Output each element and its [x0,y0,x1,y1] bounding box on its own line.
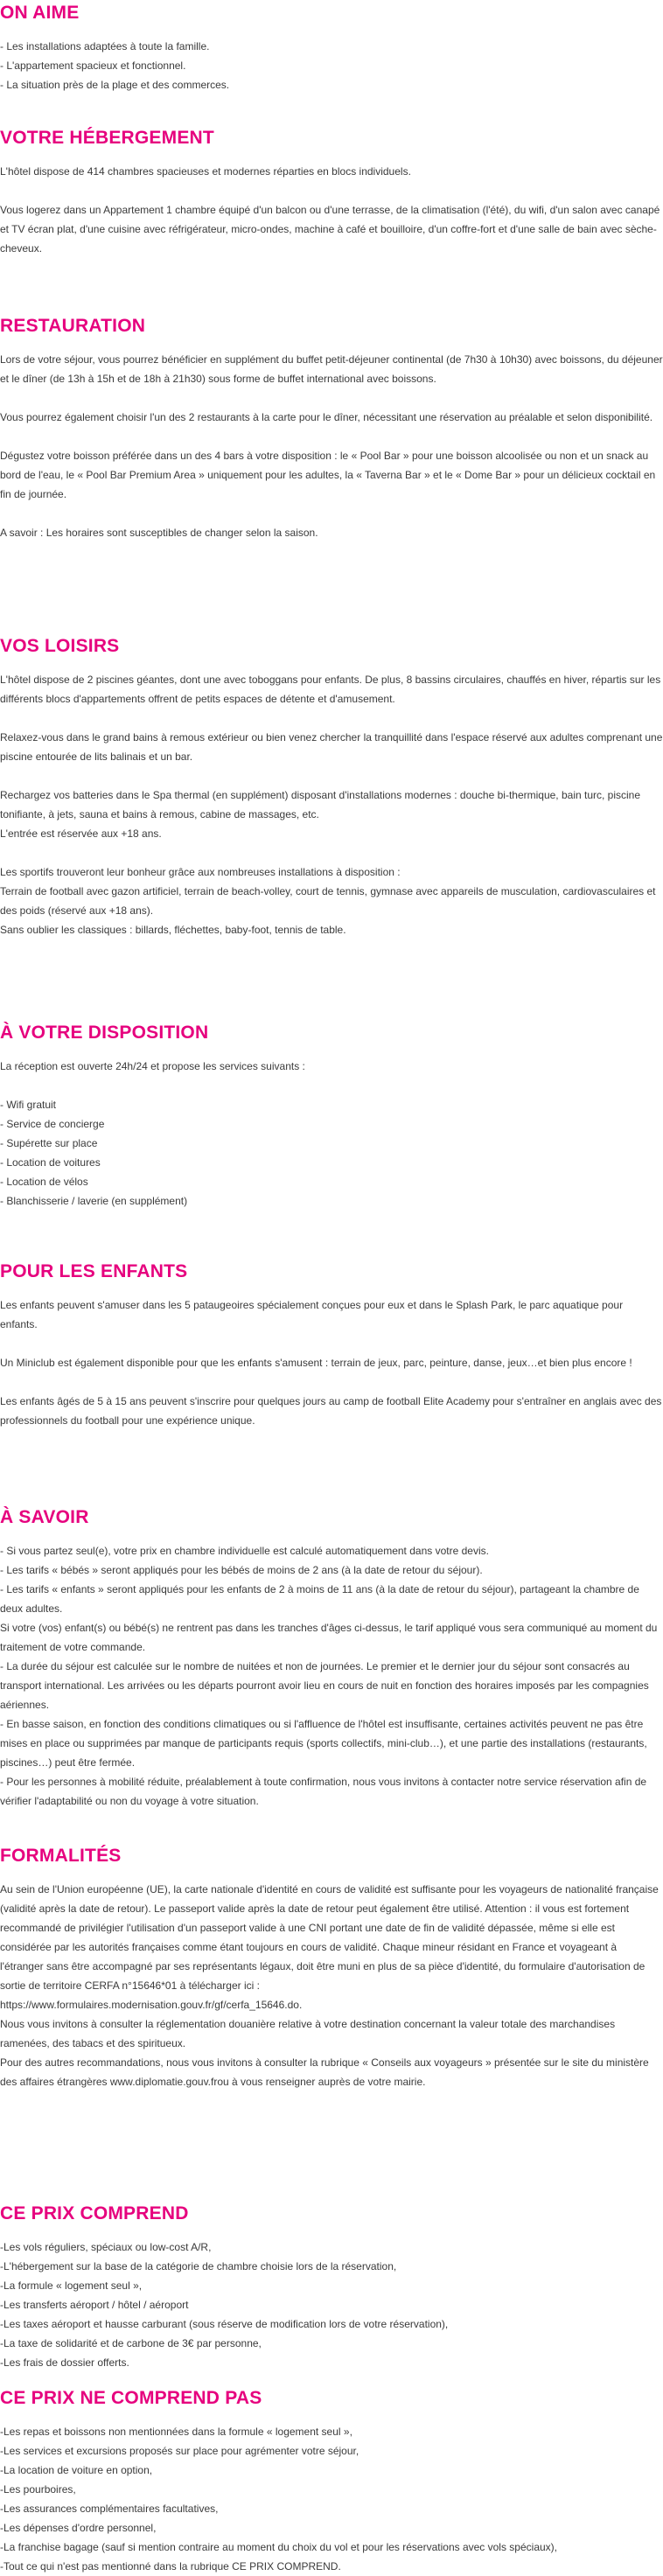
section-restauration [0,313,663,542]
blank-line [0,427,663,446]
body-text-line: -La location de voiture en option, [0,2464,153,2476]
body-text-line: - Les installations adaptées à toute la famille. [0,40,210,52]
body-text-line: Relaxez-vous dans le grand bains à remous extérieur ou bien venez chercher la tranquillité dans l'espace réservé aux adultes comprenant une piscine entourée de lits balinais et un bar. [0,731,663,763]
body-text-line: -Les vols réguliers, spéciaux ou low-cost A/R, [0,2241,212,2253]
section-prix-ne-comprend-pas [0,2385,663,2576]
section-title: À SAVOIR [0,1507,89,1527]
blank-line [0,843,663,862]
body-text-line: L'hôtel dispose de 2 piscines géantes, dont une avec toboggans pour enfants. De plus, 8 bassins circulaires, chauffés en hiver, répartis sur les différents blocs d'appartements offrent de petits espaces de détente et d'amusement. [0,674,661,705]
section-disposition [0,1020,663,1211]
body-text-line: Un Miniclub est également disponible pour que les enfants s'amusent : terrain de jeux, parc, peinture, danse, jeux…et bien plus encore ! [0,1357,632,1369]
body-text-line: Les sportifs trouveront leur bonheur grâce aux nombreuses installations à disposition : [0,866,401,878]
body-text-line: - En basse saison, en fonction des conditions climatiques ou si l'affluence de l'hôtel est insuffisante, certaines activités peuvent ne pas être mises en place ou supprimées par manque de participants requis (sports collectifs, mini-club…), et une partie des installations (restaurants, piscines…) peut être fermée. [0,1718,647,1769]
body-text-line: A savoir : Les horaires sont susceptibles de changer selon la saison. [0,527,318,539]
section-title: CE PRIX NE COMPREND PAS [0,2388,262,2408]
body-text-line: Si votre (vos) enfant(s) ou bébé(s) ne rentrent pas dans les tranches d'âges ci-dessus, le tarif appliqué vous sera communiqué au moment du traitement de votre commande. [0,1622,658,1653]
body-text-line: La réception est ouverte 24h/24 et propose les services suivants : [0,1060,305,1072]
body-text-line: L'entrée est réservée aux +18 ans. [0,827,162,840]
body-text-line: Vous logerez dans un Appartement 1 chambre équipé d'un balcon ou d'une terrasse, de la climatisation (l'été), du wifi, d'un salon avec canapé et TV écran plat, d'une cuisine avec réfrigérateur, micro-ondes, machine à café et bouilloire, d'un coffre-fort et d'une salle de bain avec sèche-cheveux. [0,204,660,255]
blank-line [0,1372,663,1392]
body-text-line: -La taxe de solidarité et de carbone de 3€ par personne, [0,2337,262,2349]
section-body [0,1057,663,1211]
body-text-line: -Les frais de dossier offerts. [0,2356,129,2369]
body-text-line: - Location de vélos [0,1176,88,1188]
section-body [0,1880,663,2091]
section-prix-comprend [0,2201,663,2372]
body-text-line: L'hôtel dispose de 414 chambres spacieuses et modernes réparties en blocs individuels. [0,165,411,178]
body-text-line: - Service de concierge [0,1118,105,1130]
section-body [0,2237,663,2372]
section-title: ON AIME [0,3,80,23]
section-hebergement [0,125,663,258]
body-text-line: -Les services et excursions proposés sur place pour agrémenter votre séjour, [0,2445,359,2457]
body-text-line: -Les pourboires, [0,2483,76,2496]
body-text-line: - Supérette sur place [0,1137,98,1149]
blank-line [0,709,663,728]
body-text-line: - Les tarifs « enfants » seront appliqués pour les enfants de 2 à moins de 11 ans (à la date de retour du séjour), partageant la chambre de deux adultes. [0,1583,639,1615]
body-text-line: -Tout ce qui n'est pas mentionné dans la rubrique CE PRIX COMPREND. [0,2560,341,2573]
section-body [0,1295,663,1430]
body-text-line: Nous vous invitons à consulter la réglementation douanière relative à votre destination concernant la valeur totale des marchandises ramenées, des tabacs et des spiritueux. [0,2018,616,2049]
body-text-line: - Blanchisserie / laverie (en supplément) [0,1195,188,1207]
section-savoir [0,1504,663,1811]
body-text-line: Les enfants âgés de 5 à 15 ans peuvent s'inscrire pour quelques jours au camp de football Elite Academy pour s'entraîner en anglais avec des professionnels du football pour une expérience unique. [0,1395,662,1427]
section-title: VOTRE HÉBERGEMENT [0,128,214,148]
section-title: CE PRIX COMPREND [0,2203,189,2223]
body-text-line: Au sein de l'Union européenne (UE), la carte nationale d'identité en cours de validité est suffisante pour les voyageurs de nationalité française (validité après la date de retour). Le passeport valide après la date de retour peut également être utilisé. Attention : il vous est fortement recommandé de privilégier l'utilisation d'un passeport valide à une CNI portant une date de fin de validité dépassée, même si elle est considérée par les autorités françaises comme étant toujours en cours de validité. Chaque mineur résidant en France et voyageant à l'étranger sans être accompagné par ses représentants légaux, doit être muni en plus de sa pièce d'identité, du formulaire d'autorisation de sortie de territoire CERFA n°15646*01 à télécharger ici : [0,1883,659,1992]
section-loisirs [0,633,663,939]
body-text-line: Lors de votre séjour, vous pourrez bénéficier en supplément du buffet petit-déjeuner continental (de 7h30 à 10h30) avec boissons, du déjeuner et le dîner (de 13h à 15h et de 18h à 21h30) sous forme de buffet international avec boissons. [0,353,663,385]
body-text-line: Sans oublier les classiques : billards, fléchettes, baby-foot, tennis de table. [0,924,346,936]
body-text-line: Terrain de football avec gazon artificiel, terrain de beach-volley, court de tennis, gymnase avec appareils de musculation, cardiovasculaires et des poids (réservé aux +18 ans). [0,885,656,917]
section-body [0,2422,663,2576]
body-text-line: -Les taxes aéroport et hausse carburant (sous réserve de modification lors de votre réservation), [0,2318,449,2330]
section-formalites [0,1843,663,2091]
body-text-line: Rechargez vos batteries dans le Spa thermal (en supplément) disposant d'installations modernes : douche bi-thermique, bain turc, piscine tonifiante, à jets, sauna et bains à remous, cabine de massages, etc. [0,789,641,820]
body-text-line: - La situation près de la plage et des commerces. [0,79,230,91]
body-text-line: -La franchise bagage (sauf si mention contraire au moment du choix du vol et pour les réservations avec vols spéciaux), [0,2541,557,2553]
section-enfants [0,1259,663,1430]
section-title: POUR LES ENFANTS [0,1261,188,1281]
section-title: VOS LOISIRS [0,636,120,656]
blank-line [0,1076,663,1095]
body-text-line: Les enfants peuvent s'amuser dans les 5 pataugeoires spécialement conçues pour eux et dans le Splash Park, le parc aquatique pour enfants. [0,1299,624,1330]
body-text-line: -Les transferts aéroport / hôtel / aéroport [0,2299,189,2311]
section-body [0,162,663,258]
body-text-line: Vous pourrez également choisir l'un des 2 restaurants à la carte pour le dîner, nécessitant une réservation au préalable et selon disponibilité. [0,411,653,423]
body-text-line: - L'appartement spacieux et fonctionnel. [0,59,186,72]
body-text-line: - Si vous partez seul(e), votre prix en chambre individuelle est calculé automatiquement dans votre devis. [0,1545,489,1557]
body-text-line: -La formule « logement seul », [0,2279,143,2292]
section-body [0,670,663,939]
section-body [0,1541,663,1811]
section-title: À VOTRE DISPOSITION [0,1023,209,1043]
body-text-line: https://www.formulaires.modernisation.gouv.fr/gf/cerfa_15646.do. [0,1999,303,2011]
body-text-line: - Wifi gratuit [0,1099,57,1111]
blank-line [0,504,663,523]
body-text-line: - La durée du séjour est calculée sur le nombre de nuitées et non de journées. Le premier et le dernier jour du séjour sont consacrés au transport international. Les arrivées ou les départs pourront avoir lieu en cours de nuit en fonction des horaires imposés par les compagnies aériennes. [0,1660,649,1711]
blank-line [0,388,663,408]
body-text-line: Pour des autres recommandations, nous vous invitons à consulter la rubrique « Conseils aux voyageurs » présentée sur le site du ministère des affaires étrangères www.diplomatie.gouv.frou à vous renseigner auprès de votre mairie. [0,2056,649,2088]
body-text-line: -L'hébergement sur la base de la catégorie de chambre choisie lors de la réservation, [0,2260,397,2272]
section-title: RESTAURATION [0,316,146,336]
blank-line [0,766,663,785]
body-text-line: - Les tarifs « bébés » seront appliqués pour les bébés de moins de 2 ans (à la date de retour du séjour). [0,1564,483,1576]
body-text-line: -Les dépenses d'ordre personnel, [0,2522,157,2534]
section-title: FORMALITÉS [0,1846,122,1866]
body-text-line: -Les repas et boissons non mentionnées dans la formule « logement seul », [0,2426,352,2438]
section-body [0,37,663,94]
body-text-line: - Pour les personnes à mobilité réduite, préalablement à toute confirmation, nous vous invitons à contacter notre service réservation afin de vérifier l'adaptabilité ou non du voyage à votre situation. [0,1776,647,1807]
body-text-line: Dégustez votre boisson préférée dans un des 4 bars à votre disposition : le « Pool Bar » pour une boisson alcoolisée ou non et un snack au bord de l'eau, le « Pool Bar Premium Area » uniquement pour les adultes, la « Taverna Bar » et le « Dome Bar » pour un délicieux cocktail en fin de journée. [0,450,656,500]
blank-line [0,181,663,200]
section-on-aime [0,0,663,94]
section-body [0,350,663,542]
blank-line [0,1334,663,1353]
body-text-line: -Les assurances complémentaires facultatives, [0,2503,219,2515]
body-text-line: - Location de voitures [0,1156,101,1169]
